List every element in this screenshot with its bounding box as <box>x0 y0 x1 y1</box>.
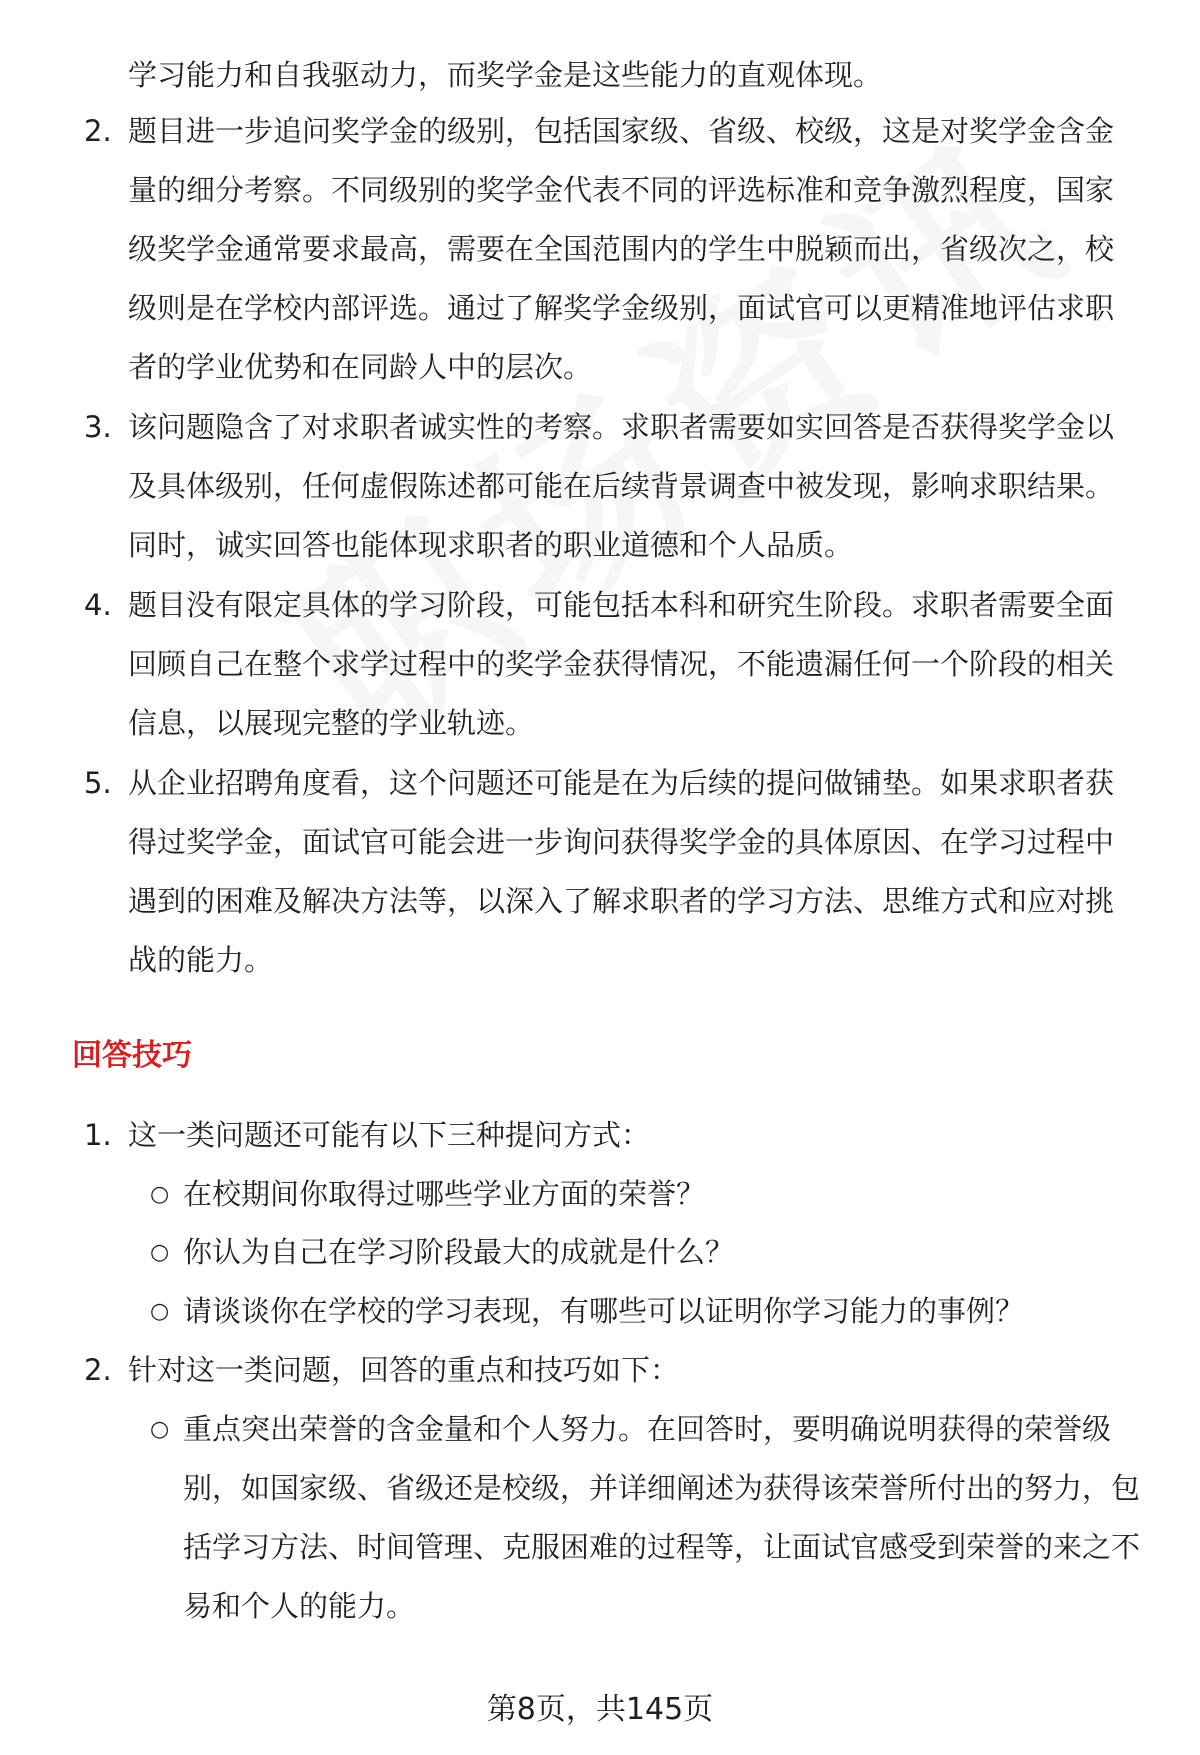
list-number: 4. <box>84 588 112 622</box>
bullet-icon: ○ <box>150 1182 170 1207</box>
list-number: 3. <box>84 410 112 444</box>
list-item-text: 该问题隐含了对求职者诚实性的考察。求职者需要如实回答是否获得奖学金以及具体级别，任何虚假陈述都可能在后续背景调查中被发现，影响求职结果。同时，诚实回答也能体现求职者的职业道德和个人品质。 <box>128 410 1115 562</box>
intro-line: 学习能力和自我驱动力，而奖学金是这些能力的直观体现。 <box>128 58 883 92</box>
page-footer: 第8页，共145页 <box>486 1692 714 1727</box>
list-number: 5. <box>84 766 112 800</box>
list-number: 2. <box>84 114 112 148</box>
bullet-icon: ○ <box>150 1417 170 1442</box>
list-number: 2. <box>84 1353 112 1387</box>
list-item-text: 题目进一步追问奖学金的级别，包括国家级、省级、校级，这是对奖学金含金量的细分考察。不同级别的奖学金代表不同的评选标准和竞争激烈程度，国家级奖学金通常要求最高，需要在全国范围内的学生中脱颖而出，省级次之，校级则是在学校内部评选。通过了解奖学金级别，面试官可以更精准地评估求职者的学业优势和在同龄人中的层次。 <box>128 114 1115 384</box>
list-item-text: 针对这一类问题，回答的重点和技巧如下： <box>128 1353 680 1387</box>
list-number: 1. <box>84 1118 112 1152</box>
section-heading: 回答技巧 <box>72 1038 192 1073</box>
bullet-icon: ○ <box>150 1299 170 1324</box>
list-item-text: 题目没有限定具体的学习阶段，可能包括本科和研究生阶段。求职者需要全面回顾自己在整个求学过程中的奖学金获得情况，不能遗漏任何一个阶段的相关信息，以展现完整的学业轨迹。 <box>128 588 1115 740</box>
sub-item-text: 你认为自己在学习阶段最大的成就是什么？ <box>183 1235 735 1269</box>
list-item-text: 从企业招聘角度看，这个问题还可能是在为后续的提问做铺垫。如果求职者获得过奖学金，面试官可能会进一步询问获得奖学金的具体原因、在学习过程中遇到的困难及解决方法等，以深入了解求职者的学习方法、思维方式和应对挑战的能力。 <box>128 766 1115 977</box>
sub-item-text: 重点突出荣誉的含金量和个人努力。在回答时，要明确说明获得的荣誉级别，如国家级、省级还是校级，并详细阐述为获得该荣誉所付出的努力，包括学习方法、时间管理、克服困难的过程等，让面试官感受到荣誉的来之不易和个人的能力。 <box>183 1412 1141 1623</box>
bullet-icon: ○ <box>150 1240 170 1265</box>
sub-item-text: 在校期间你取得过哪些学业方面的荣誉？ <box>183 1177 706 1211</box>
sub-item-text: 请谈谈你在学校的学习表现，有哪些可以证明你学习能力的事例？ <box>183 1294 1025 1328</box>
list-item-text: 这一类问题还可能有以下三种提问方式： <box>128 1118 651 1152</box>
